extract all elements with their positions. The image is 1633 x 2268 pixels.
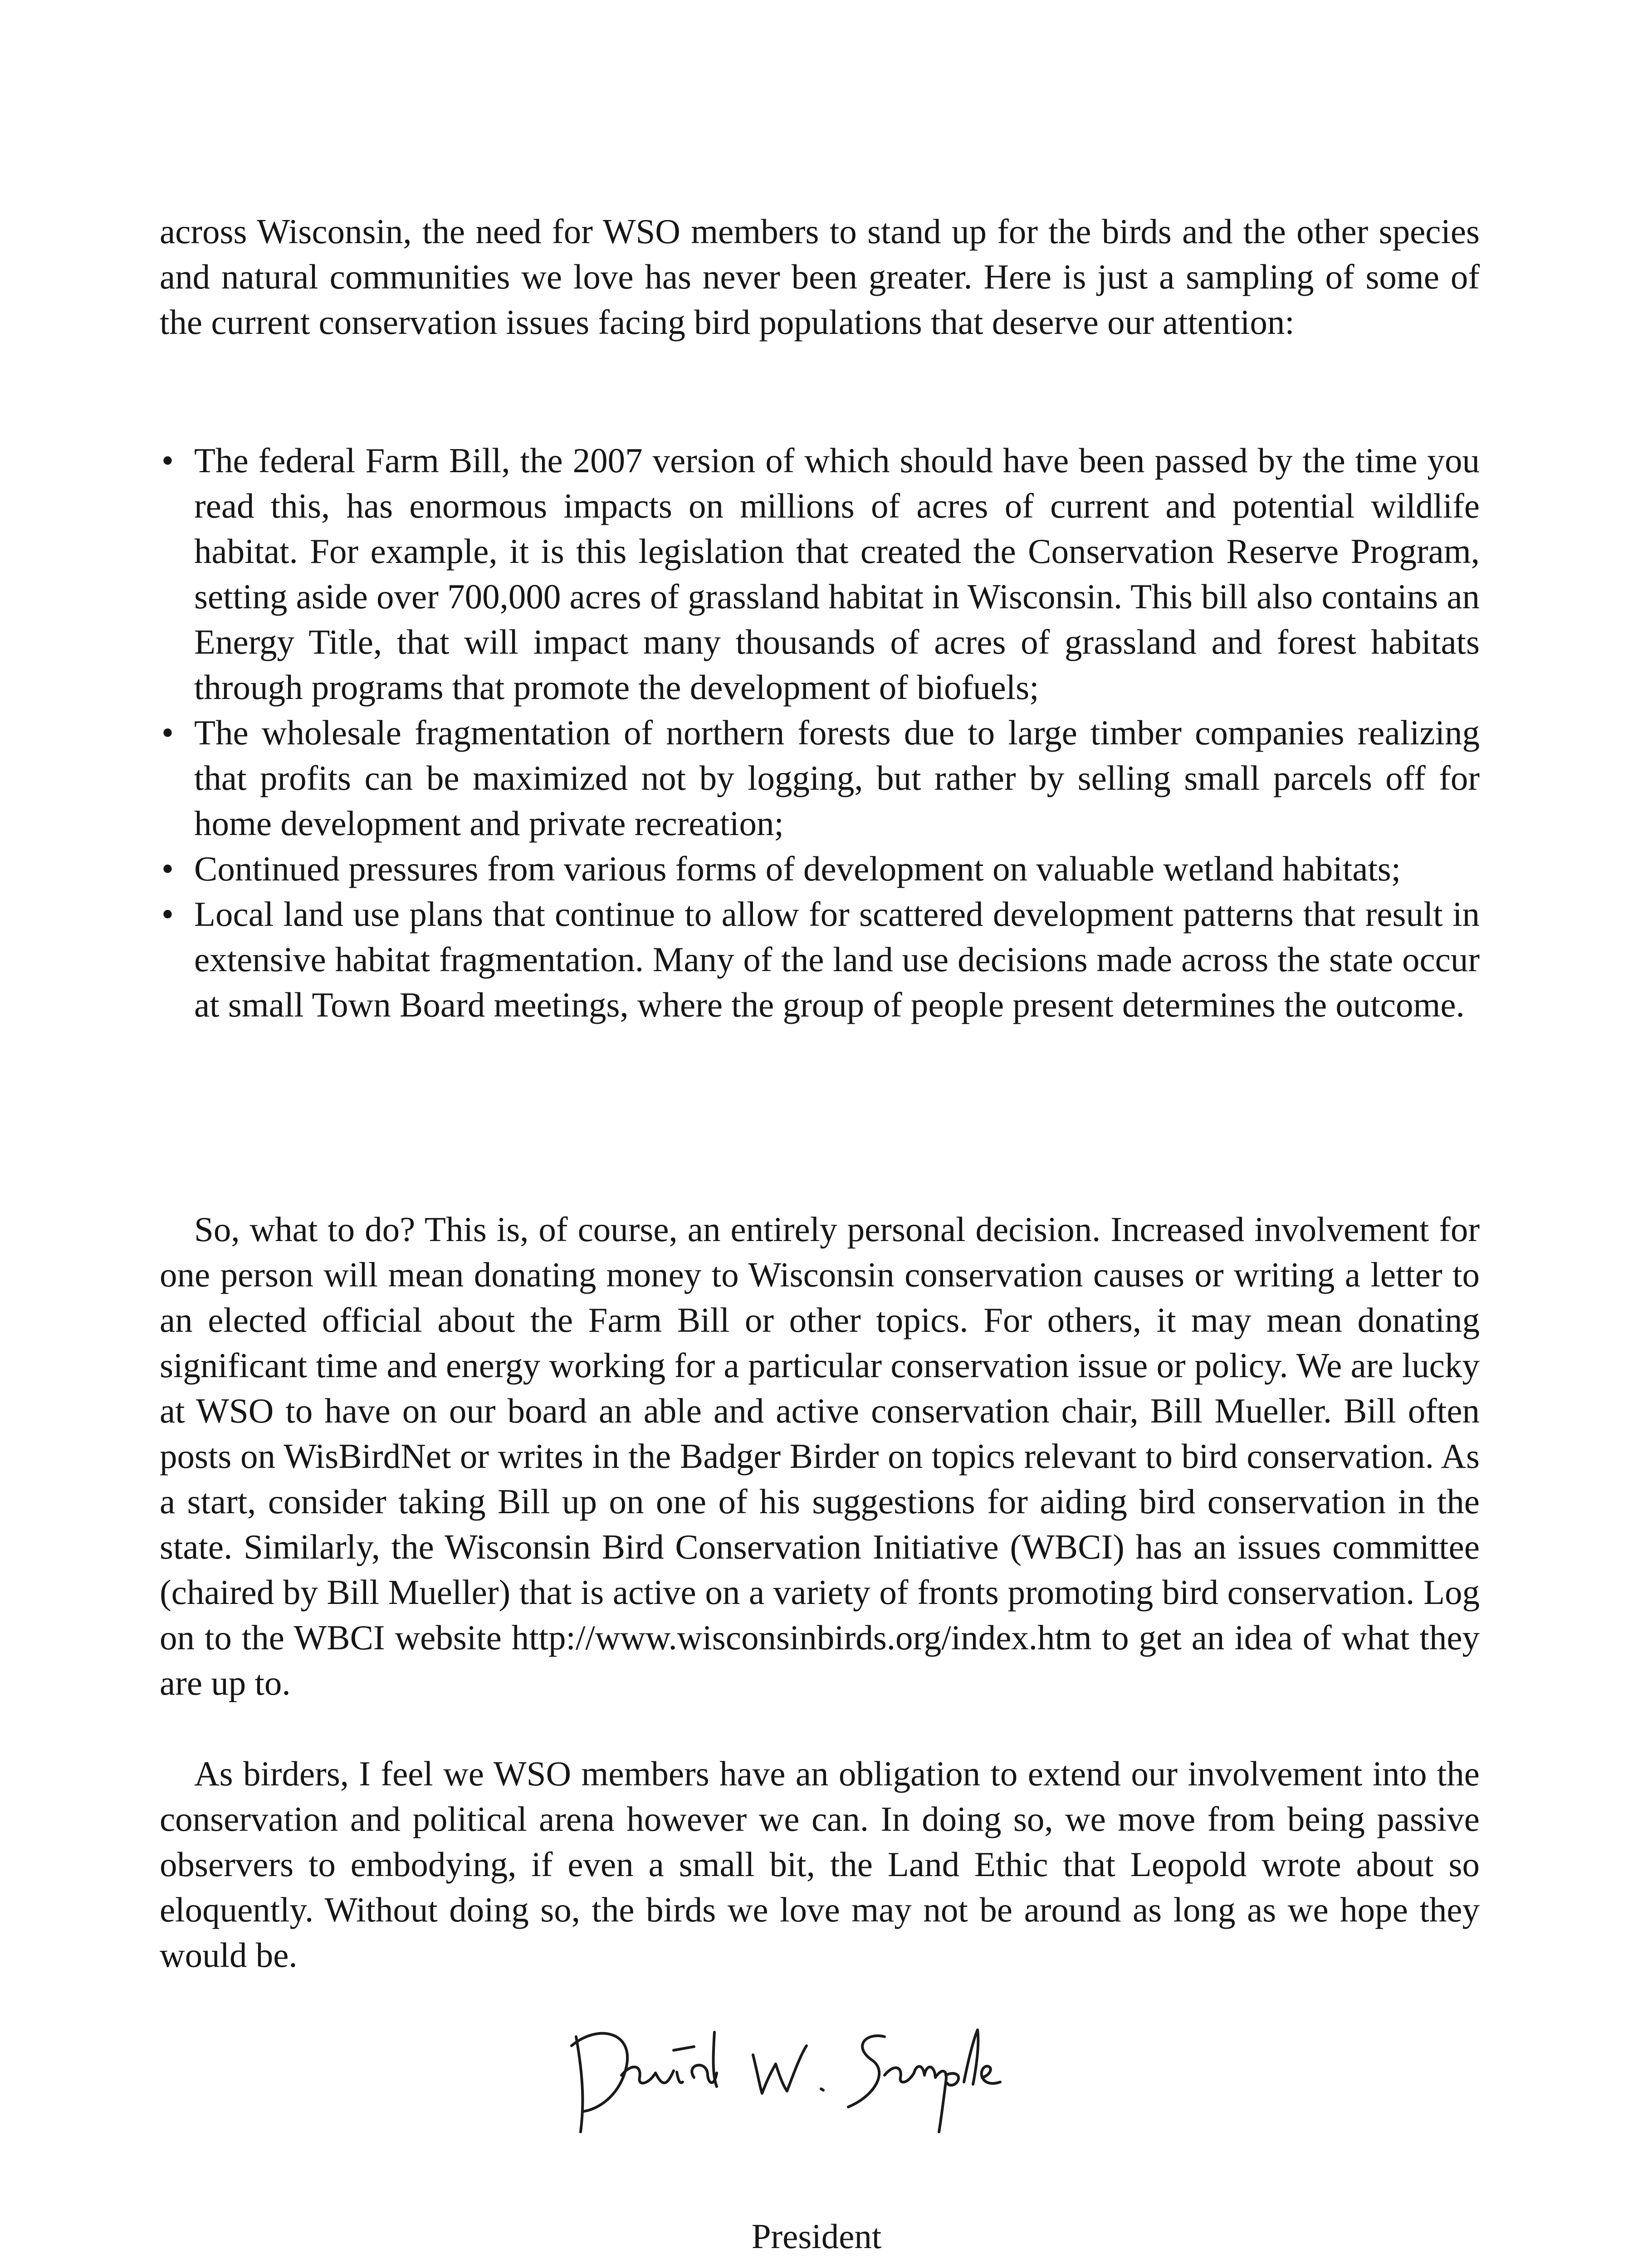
conservation-issues-list [160,438,1480,1027]
list-item-text: Local land use plans that continue to allow for scattered development patterns that result in extensive habitat fragmentation. Many of the land use decisions made across the state occur at small Town Board meetings, where the group of people present determines the outcome. [194,894,1480,1024]
list-item [160,891,1480,1027]
list-item [160,846,1480,891]
bullet-icon: • [161,894,174,934]
list-item [160,710,1480,846]
list-item-text: The federal Farm Bill, the 2007 version of which should have been passed by the time you read this, has enormous impacts on millions of acres of current and potential wildlife habitat. For example, it is this legislation that created the Conservation Reserve Program, setting aside over 700,000 acres of grassland habitat in Wisconsin. This bill also contains an Energy Title, that will impact many thousands of acres of grassland and forest habitats through programs that promote the development of biofuels; [194,441,1480,707]
list-item [160,438,1480,710]
bullet-icon: • [161,441,174,480]
list-item-text: The wholesale fragmentation of northern forests due to large timber companies realizing that profits can be maximized not by logging, but rather by selling small parcels off for home development and private recreation; [194,713,1480,843]
body-paragraph: So, what to do? This is, of course, an entirely personal decision. Increased involvement for one person will mean donating money to Wisconsin conservation causes or writing a letter to an elected official about the Farm Bill or other topics. For others, it may mean donating significant time and energy working for a particular conservation issue or policy. We are lucky at WSO to have on our board an able and active conservation chair, Bill Mueller. Bill often posts on WisBirdNet or writes in the Badger Birder on topics relevant to bird conservation. As a start, consider taking Bill up on one of his suggestions for aiding bird conservation in the state. Similarly, the Wisconsin Bird Conservation Initiative (WBCI) has an issues committee (chaired by Bill Mueller) that is active on a variety of fronts promoting bird conservation. Log on to the WBCI website http://www.wisconsinbirds.org/index.htm to get an idea of what they are up to. [160,1210,1480,1702]
list-item-text: Continued pressures from various forms of development on valuable wetland habitats; [194,849,1401,888]
closing-paragraph: As birders, I feel we WSO members have an obligation to extend our involvement into the conservation and political arena however we can. In doing so, we move from being passive observers to embodying, if even a small bit, the Land Ethic that Leopold wrote about so eloquently. Without doing so, the birds we love may not be around as long as we hope they would be. [160,1754,1480,1975]
signer-title: President [751,2217,882,2256]
bullet-icon: • [161,849,174,888]
bullet-icon: • [161,713,174,752]
intro-paragraph: across Wisconsin, the need for WSO members to stand up for the birds and the other species and natural communities we love has never been greater. Here is just a sampling of some of the current conservation issues facing bird populations that deserve our attention: [160,212,1480,342]
handwritten-signature [558,1996,1102,2150]
